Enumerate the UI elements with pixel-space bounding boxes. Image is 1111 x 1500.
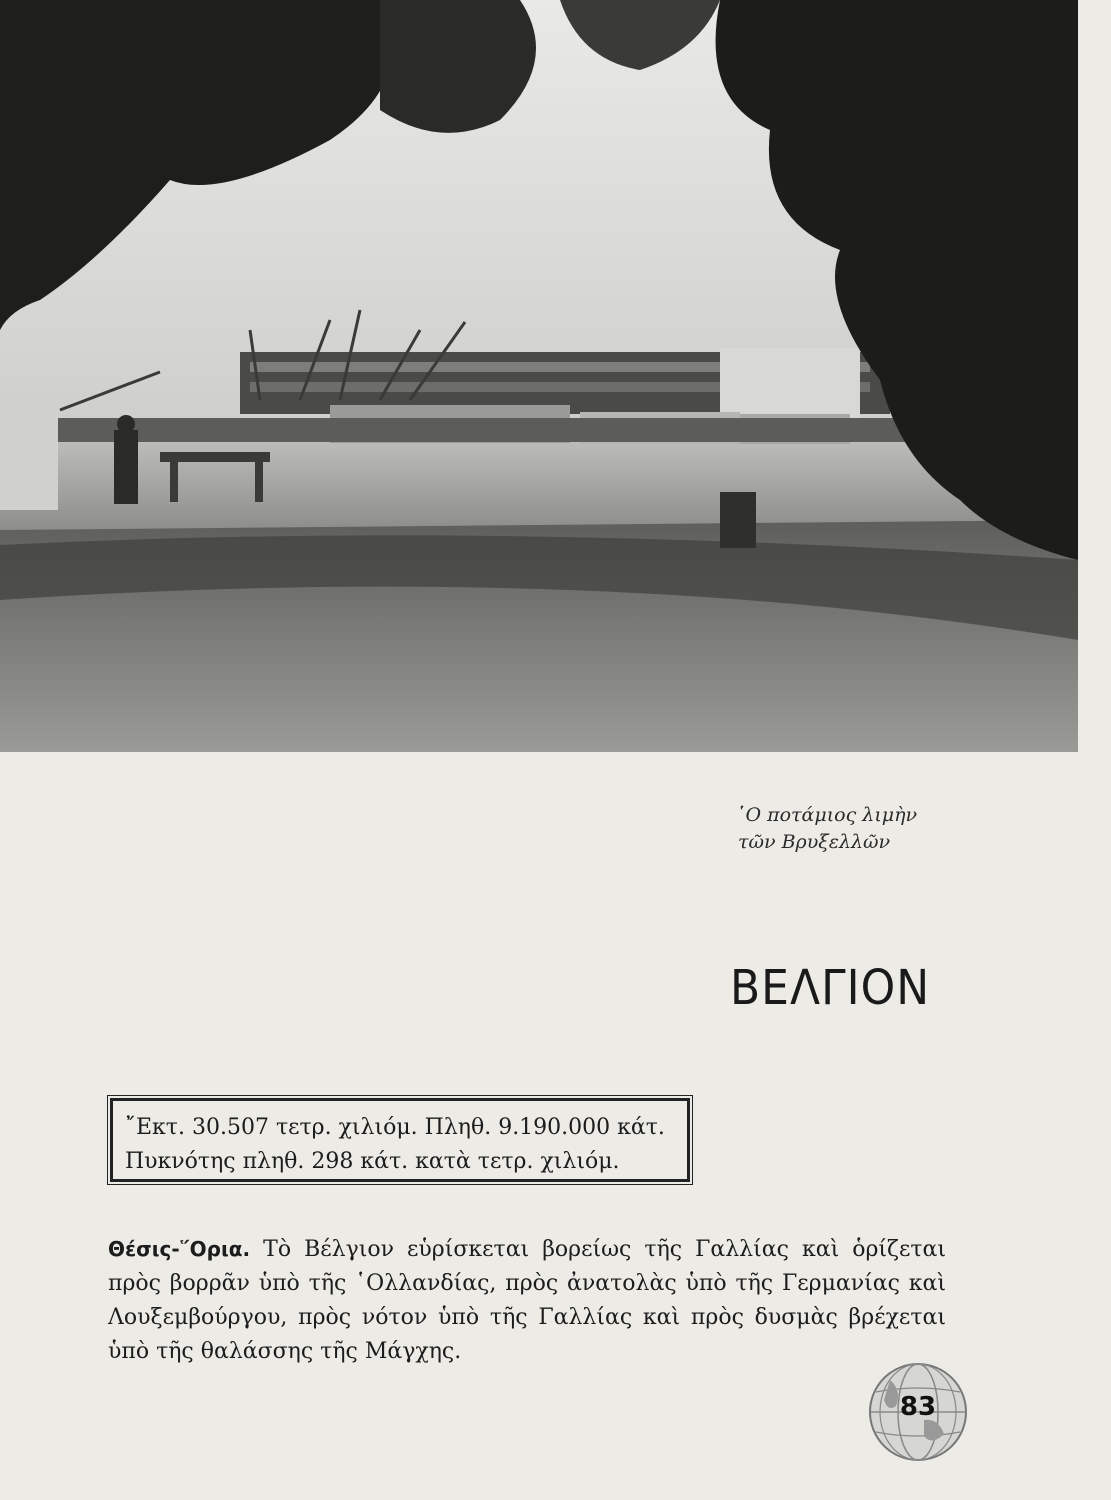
caption-line-2: τῶν Βρυξελλῶν — [738, 831, 891, 853]
photo-caption — [700, 802, 940, 856]
river-port-photo — [0, 0, 1078, 752]
caption-line-1: ῾Ο ποτάμιος λιμὴν — [736, 804, 918, 826]
country-title: ΒΕΛΓΙΟΝ — [730, 960, 931, 1017]
location-paragraph — [108, 1232, 946, 1369]
facts-line-1: ῎Εκτ. 30.507 τετρ. χιλιόμ. Πληθ. 9.190.000 κάτ. — [125, 1115, 665, 1140]
page-number: 83 — [899, 1392, 937, 1422]
facts-line-2: Πυκνότης πληθ. 298 κάτ. κατὰ τετρ. χιλιόμ. — [125, 1149, 620, 1174]
section-text: Τὸ Βέλγιον εὑρίσκεται βορείως τῆς Γαλλίας καὶ ὁρίζεται πρὸς βορρᾶν ὑπὸ τῆς ῾Ολλανδίας, πρὸς ἀνατολὰς ὑπὸ τῆς Γερμανίας καὶ Λουξεμβούργου, πρὸς νότον ὑπὸ τῆς Γαλλίας καὶ πρὸς δυσμὰς βρέχεται ὑπὸ τῆς θαλάσσης τῆς Μάγχης. — [108, 1237, 946, 1364]
section-heading: Θέσις-῞Ορια. — [108, 1237, 251, 1261]
facts-box — [110, 1098, 690, 1182]
